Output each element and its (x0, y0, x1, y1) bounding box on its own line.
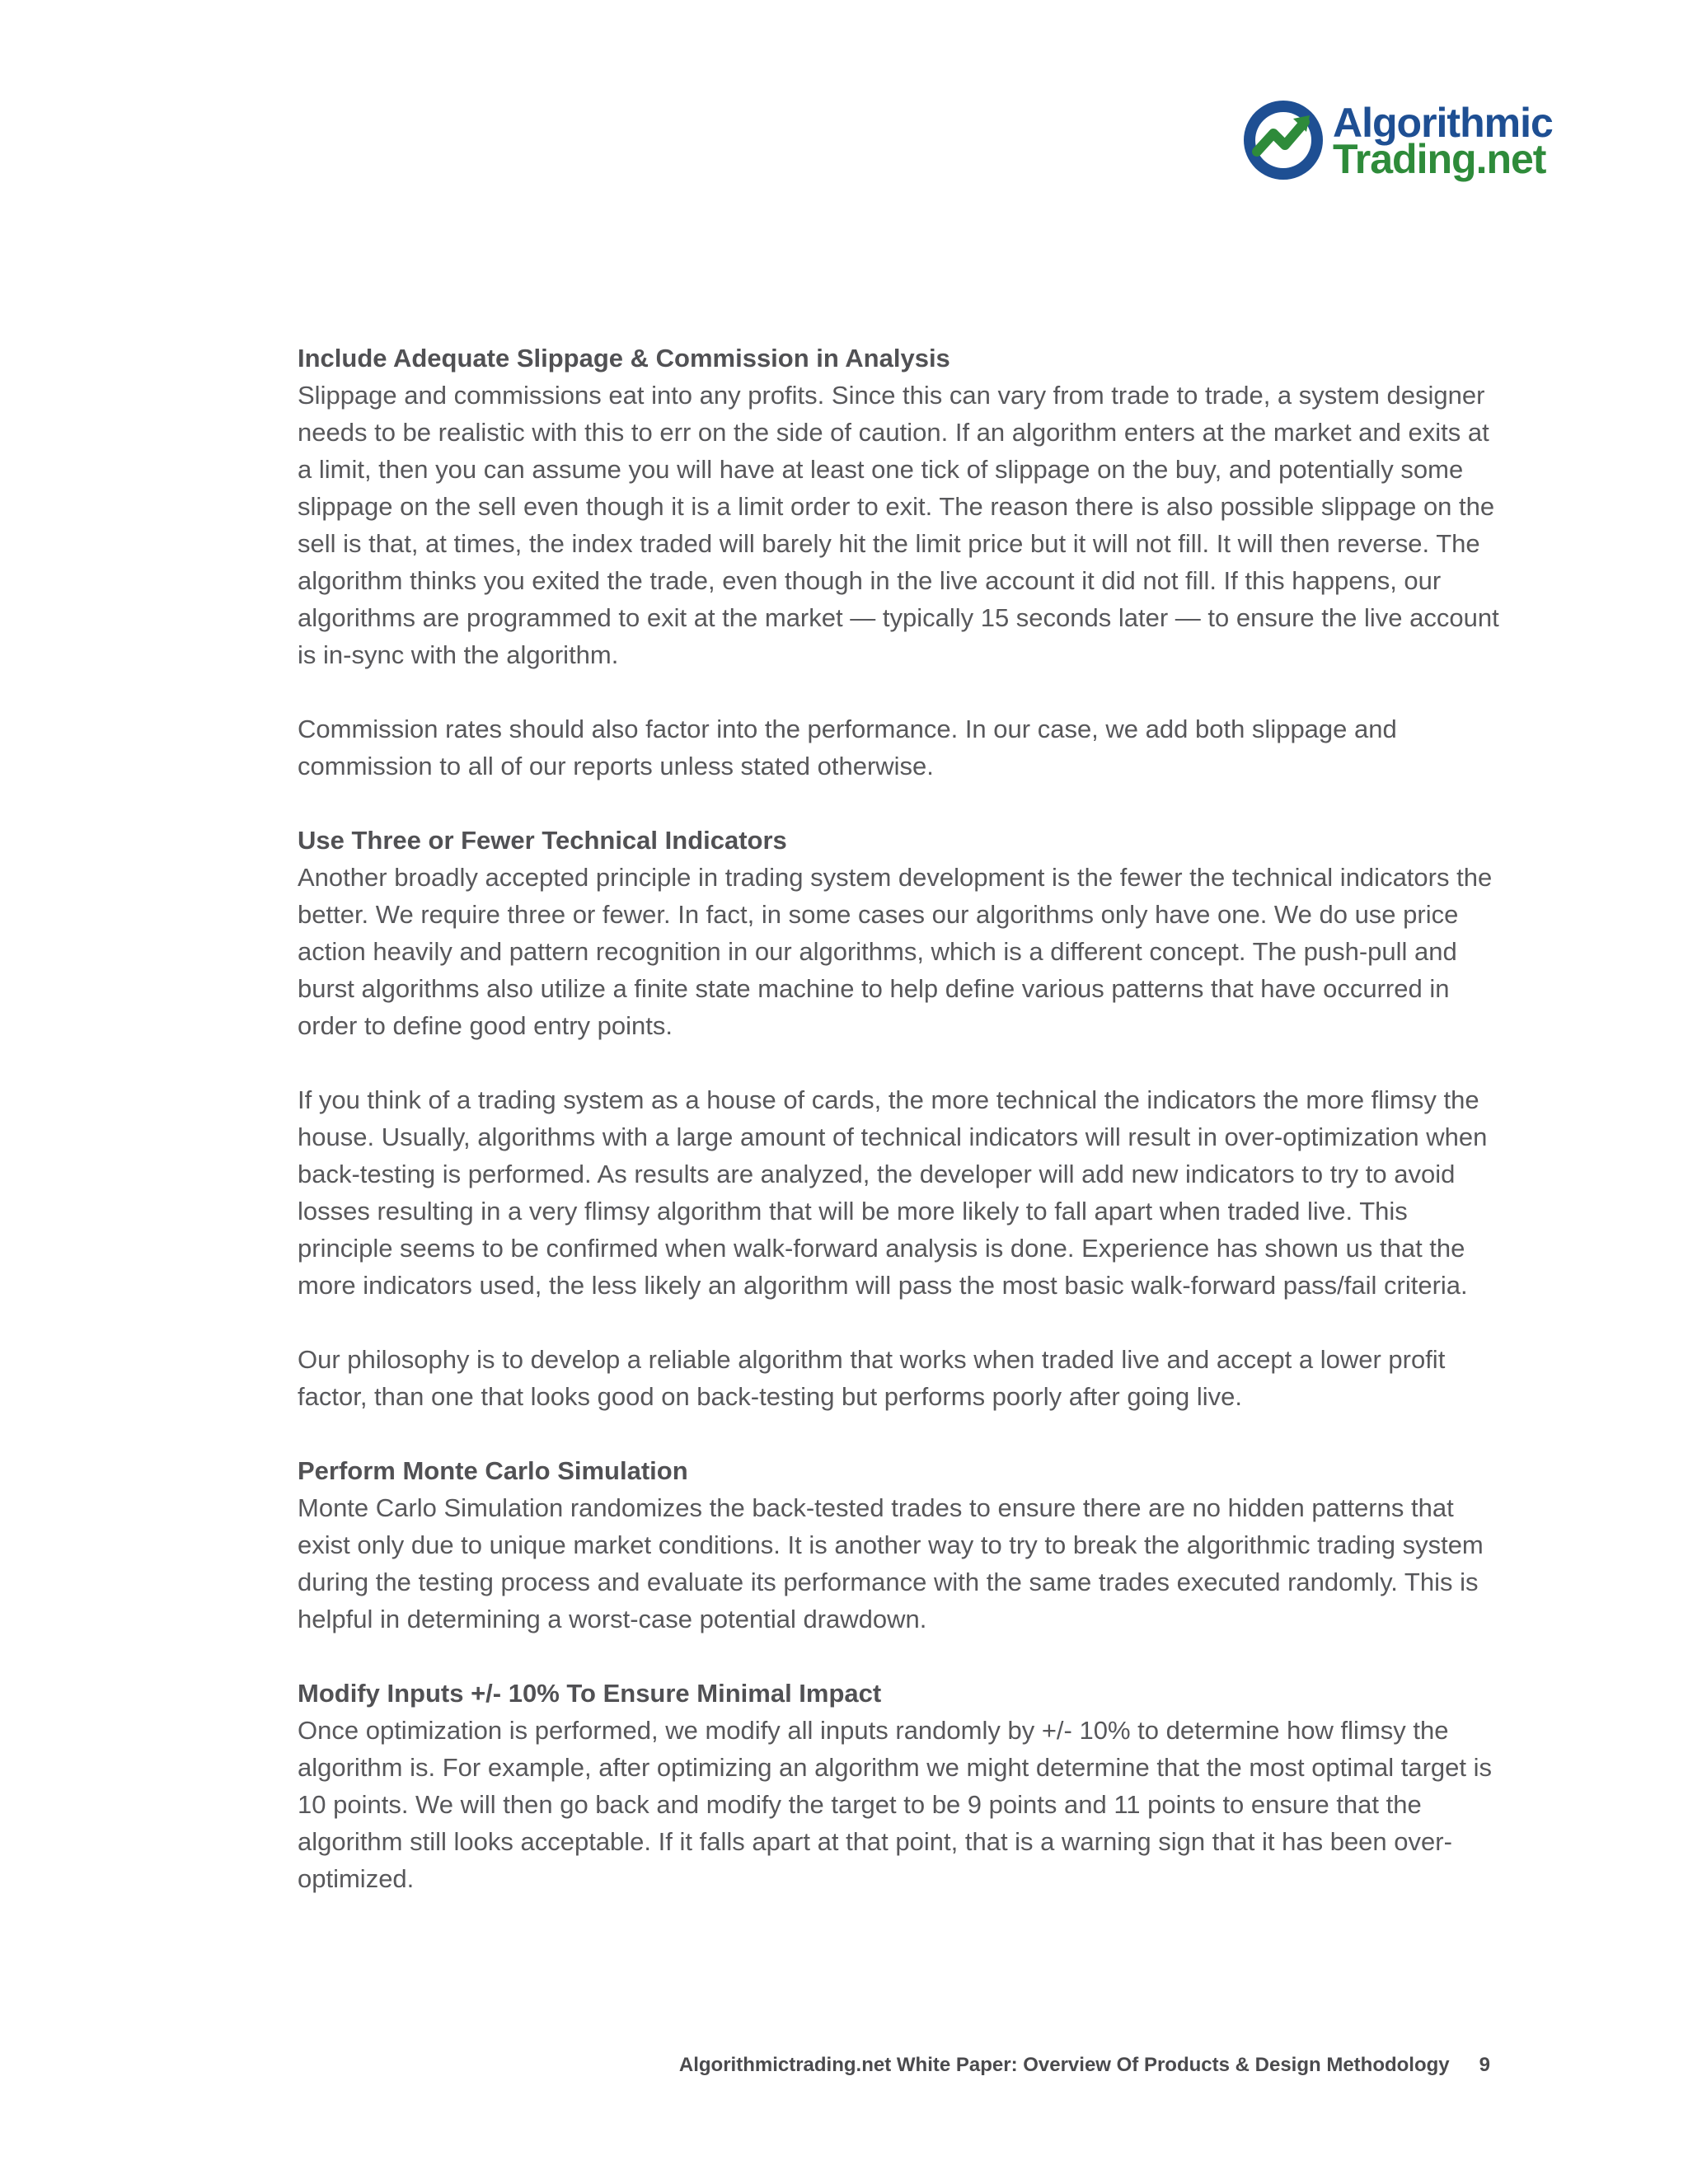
page-number: 9 (1479, 2054, 1490, 2076)
paragraph: Commission rates should also factor into the performance. In our case, we add both slippage and commission to all of our reports unless stated otherwise. (298, 715, 1397, 780)
paragraph: Our philosophy is to develop a reliable algorithm that works when traded live and accept a lower profit factor, than one that looks good on back-testing but performs poorly after going live. (298, 1345, 1446, 1411)
paragraph: Once optimization is performed, we modify all inputs randomly by +/- 10% to determine how flimsy the algorithm is. For example, after optimizing an algorithm we might determine that the most optimal target is 10 points. We will then go back and modify the target to be 9 points and 11 points to ensure that the algorithm still looks acceptable. If it falls apart at that point, that is a warning sign that it has been over-optimized. (298, 1716, 1493, 1893)
section-heading: Use Three or Fewer Technical Indicators (298, 826, 787, 855)
section-technical-indicators (298, 822, 1501, 1415)
paragraph: Slippage and commissions eat into any profits. Since this can vary from trade to trade, a system designer needs to be realistic with this to err on the side of caution. If an algorithm enters at the market and exits at a limit, then you can assume you will have at least one tick of slippage on the buy, and potentially some slippage on the sell even though it is a limit order to exit. The reason there is also possible slippage on the sell is that, at times, the index traded will barely hit the limit price but it will not fill. It will then reverse. The algorithm thinks you exited the trade, even though in the live account it did not fill. If this happens, our algorithms are programmed to exit at the market — typically 15 seconds later — to ensure the live account is in-sync with the algorithm. (298, 381, 1499, 669)
section-slippage-commission (298, 340, 1501, 785)
document-body (298, 340, 1501, 1934)
paragraph: Monte Carlo Simulation randomizes the back-tested trades to ensure there are no hidden patterns that exist only due to unique market conditions. It is another way to try to break the algorithmic trading system during the testing process and evaluate its performance with the same trades executed randomly. This is helpful in determining a worst-case potential drawdown. (298, 1493, 1484, 1633)
paragraph: If you think of a trading system as a house of cards, the more technical the indicators the more flimsy the house. Usually, algorithms with a large amount of technical indicators will result in over-optimization when back-testing is performed. As results are analyzed, the developer will add new indicators to try to avoid losses resulting in a very flimsy algorithm that will be more likely to fall apart when traded live. This principle seems to be confirmed when walk-forward analysis is done. Experience has shown us that the more indicators used, the less likely an algorithm will pass the most basic walk-forward pass/fail criteria. (298, 1085, 1488, 1300)
logo-globe-icon (1240, 97, 1326, 183)
footer-title: Algorithmictrading.net White Paper: Overview Of Products & Design Methodology (678, 2054, 1450, 2076)
section-modify-inputs (298, 1675, 1501, 1897)
section-heading: Include Adequate Slippage & Commission in Analysis (298, 344, 950, 373)
paragraph: Another broadly accepted principle in trading system development is the fewer the technical indicators the better. We require three or fewer. In fact, in some cases our algorithms only have one. We do use price action heavily and pattern recognition in our algorithms, which is a different concept. The push-pull and burst algorithms also utilize a finite state machine to help define various patterns that have occurred in order to define good entry points. (298, 863, 1493, 1040)
logo-text-trading-net: Trading.net (1333, 136, 1546, 182)
section-heading: Modify Inputs +/- 10% To Ensure Minimal Impact (298, 1679, 882, 1708)
logo-text-algorithmic: Algorithmic (1333, 100, 1553, 146)
section-monte-carlo (298, 1452, 1501, 1638)
brand-logo (1240, 97, 1595, 188)
section-heading: Perform Monte Carlo Simulation (298, 1456, 688, 1485)
page-footer (679, 2054, 1490, 2077)
